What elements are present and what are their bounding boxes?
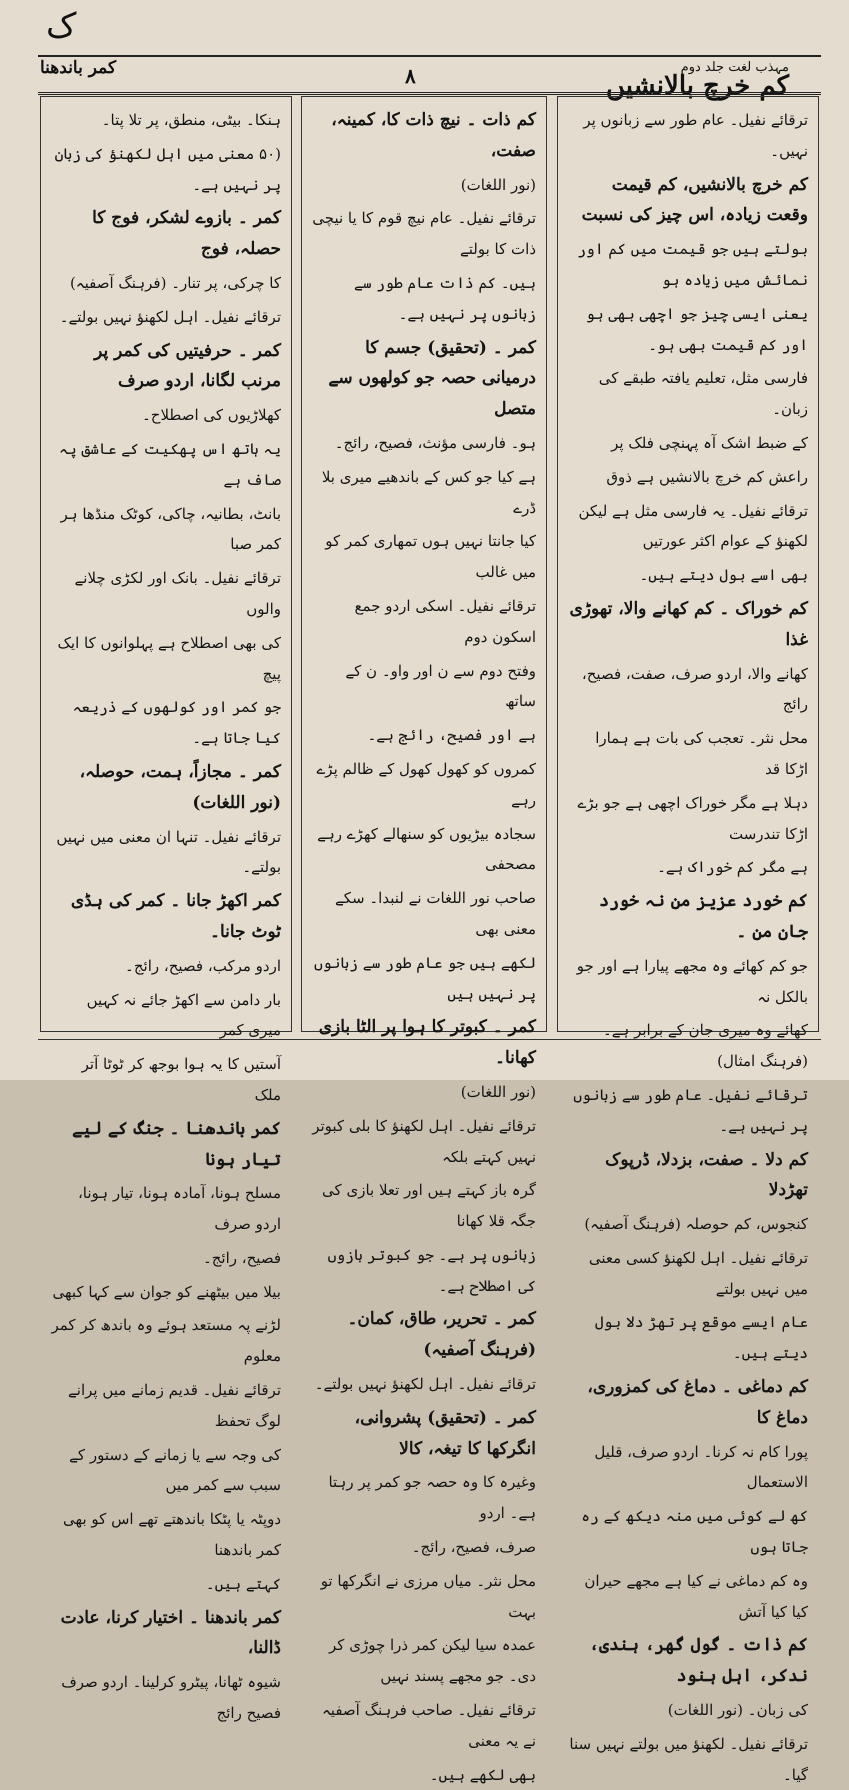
column-line: ترقائے نفیل۔ عام نیچ قوم کا یا نیچی ذات کا بولتے [312,209,536,259]
column-line: بار دامن سے اکھڑ جائے نہ کہیں میری کمر [86,990,281,1040]
column-line: بھی لکھے ہیں۔ [429,1765,536,1784]
column-line: وہ کم دماغی نے کیا ہے مجھے حیران کیا کیا آتش [584,1571,808,1621]
column-line: محل نثر۔ میاں مرزی نے انگرکھا تو بہت [320,1571,536,1621]
column-line: گرہ باز کہتے ہیں اور تعلا بازی کی جگہ قلا کھانا [322,1181,536,1231]
column-line: ترقائے نفیل۔ لکھنؤ میں بولتے نہیں سنا گیا۔ [569,1734,808,1784]
column-line: یعنی ایسی چیز جو اچھی بھی ہو اور کم قیمت بھی ہو۔ [586,304,808,354]
column-line: راعش کم خرچ بالانشیں ہے ذوق [606,467,808,486]
column-line: کمروں کو کھول کھول کے ظالم پڑے رہے [316,759,536,809]
column-line: بھی اسے بول دیتے ہیں۔ [639,566,808,585]
column-line: وغیرہ کا وہ حصہ جو کمر پر رہتا ہے۔ اردو [328,1473,536,1523]
column-line: فارسی مثل، تعلیم یافتہ طبقے کی زبان۔ [598,369,808,419]
column-line: سجادہ بیڑیوں کو سنھالے کھڑے رہے مصحفی [317,824,536,874]
column-line: کھائے وہ میری جان کے برابر ہے۔ (فرہنگ امثال) [602,1021,808,1071]
column-line: لڑنے پہ مستعد ہوئے وہ باندھ کر کمر معلوم [51,1316,281,1366]
entry-headword: کمر ۔ بازوے لشکر، فوج کا حصلہ، فوج [92,208,281,260]
header-first-entry: کم خرچ بالانشیں [605,71,789,101]
column-line: ہے اور فصیح، رائج ہے۔ [367,726,536,745]
entry-headword: کمر ۔ (تحقیق) پشروانی، انگرکھا کا تیغہ، کالا [354,1407,536,1459]
column-line: ترقائے نفیل۔ تنہا ان معنی میں نہیں بولتے۔ [56,827,281,877]
entry-headword: کمر باندھنا ۔ جنگ کے لیے تیار ہونا [72,1118,281,1170]
column-line: کھانے والا، اردو صرف، صفت، فصیح، رائج [581,664,808,714]
column-line: صرف، فصیح، رائج۔ [411,1538,536,1557]
bottom-rule [38,1039,821,1040]
column-line: بیلا میں بیٹھنے کو جوان سے کہا کبھی [52,1282,281,1301]
column-line: عمدہ سیا لیکن کمر ذرا چوڑی کر دی۔ جو مجھے پسند نہیں [329,1636,536,1686]
entry-headword: کم دلا ۔ صفت، بزدلا، ڈرپوک تھڑدلا [605,1149,808,1201]
column-line: ہے کیا جو کس کے باندھیے میری بلا ڈرے [321,467,536,517]
header-rule-bottom [38,92,821,95]
column-line: کے ضبط اشک آہ پہنچی فلک پر [611,433,808,452]
column-line: ترقائے نفیل۔ یہ فارسی مثل ہے لیکن لکھنؤ کے عوام اکثر عورتیں [578,501,808,551]
column-line: عام ایسے موقع پر تھڑ دلا بول دیتے ہیں۔ [594,1313,808,1363]
column-line: جو کمر اور کولھوں کے ذریعہ کیا جاتا ہے۔ [72,698,281,748]
column-line: (نور اللغات) [460,1082,536,1101]
entry-headword: کم ذات ۔ نیچ ذات کا، کمینہ، صفت، [331,110,536,161]
column-line: دوپٹہ یا پٹکا باندھتے تھے اس کو بھی کمر باندھنا [63,1510,281,1560]
column-line: پورا کام نہ کرنا۔ اردو صرف، قلیل الاستعمال [594,1442,808,1492]
entry-headword: کم دماغی ۔ دماغ کی کمزوری، دماغ کا [587,1377,808,1428]
column-line: ترقائے نفیل۔ اہل لکھنؤ کا بلی کبوتر نہیں کہتے بلکہ [312,1116,536,1166]
header-book-title: مہذب لغت جلد دوم [680,60,789,75]
column-line: مسلح ہونا، آمادہ ہونا، تیار ہونا، اردو صرف [77,1184,281,1234]
column-line: ترقائے نفیل۔ اہل لکھنؤ نہیں بولتے۔ [314,1375,536,1394]
column-line: کی بھی اصطلاح ہے پہلوانوں کا ایک پیچ [57,633,281,683]
column-line: (نور اللغات) [460,175,536,194]
column-line: شیوہ ٹھانا، پیٹرو کرلینا۔ اردو صرف فصیح رائج [61,1673,281,1723]
column-line: لکھے ہیں جو عام طور سے زبانوں پر نہیں ہیں [314,953,536,1003]
column-line: ترقائے نفیل۔ عام طور سے زبانوں پر نہیں۔ [583,111,808,160]
entry-headword: کمر ۔ مجازاً، ہمت، حوصلہ، (نور اللغات) [79,761,281,813]
column-line: کی زبان۔ (نور اللغات) [667,1701,808,1720]
entry-headword: کم خرچ بالانشیں، کم قیمت وقعت زیادہ، اس چیز کی نسبت [581,174,808,226]
column-line: آستیں کا یہ ہوا بوجھ کر ٹوٹا آتر ملک [81,1055,281,1104]
column-left [40,96,292,1723]
page-number: ۸ [405,64,416,88]
column-right [557,96,819,1784]
column-line: دہلا ہے مگر خوراک اچھی ہے جو بڑے اڑکا تندرست [577,793,808,843]
column-line: کہتے ہیں۔ [205,1574,281,1593]
column-line: کا چرکی، پر تنار۔ (فرہنگ آصفیہ) [69,273,281,292]
column-line: اردو مرکب، فصیح، رائج۔ [125,956,281,975]
column-line: صاحب نور اللغات نے لنبدا۔ سکے معنی بھی [334,889,536,938]
column-line: ترقائے نفیل۔ قدیم زمانے میں پرانے لوگ تحفظ [67,1381,281,1430]
column-line: یہ ہاتھ اس پھکیت کے عاشق پہ صاف ہے [59,439,281,489]
column-line: ترقائے نفیل۔ صاحب فرہنگ آصفیہ نے یہ معنی [322,1701,536,1750]
column-middle [301,96,547,1784]
entry-headword: کمر باندھنا ۔ اختیار کرنا، عادت ڈالنا، [60,1607,281,1659]
entry-headword: کمر ۔ کبوتر کا ہوا پر الٹا بازی کھانا۔ [318,1017,536,1069]
column-line: ترقائے نفیل۔ اسکی اردو جمع اسکون دوم [354,596,536,646]
column-line: بانٹ، بطانیہ، چاکی، کوٹک منڈھا ہر کمر صبا [60,504,281,554]
column-line: (۵۰ معنی میں اہل لکھنؤ کی زبان پر نہیں ہے۔ [54,144,281,194]
column-line: ہنکا۔ بیٹی، منطق، پر تلا پتا۔ [101,111,281,129]
entry-headword: کم خوراک ۔ کم کھانے والا، تھوڑی غذا [569,598,808,650]
column-line: وفتح دوم سے ن اور واو۔ ن کے ساتھ [345,661,536,711]
column-line: ترقائے نفیل۔ عام طور سے زبانوں پر نہیں ہے۔ [573,1085,808,1135]
column-line: کھ لے کوئی میں منہ دیکھ کے رہ جاتا ہوں [581,1507,808,1557]
header-last-entry: کمر باندھنا [40,58,117,78]
entry-headword: کمر ۔ (تحقیق) جسم کا درمیانی حصہ جو کولھوں سے متصل [328,337,536,420]
column-line: کیا جانتا نہیں ہوں تمھاری کمر کو میں غالب [325,532,536,582]
column-line: کی وجہ سے یا زمانے کے دستور کے سبب سے کمر میں [69,1445,281,1495]
column-line: جو کم کھائے وہ مجھے پیارا ہے اور جو بالکل نہ [576,956,808,1006]
column-line: ترقائے نفیل۔ اہل لکھنؤ کسی معنی میں نہیں بولتے [588,1248,808,1298]
entry-headword: کم خورد عزیز من نہ خورد جان من ۔ [599,891,808,942]
column-line: ہو۔ فارسی مؤنث، فصیح، رائج۔ [334,433,536,452]
entry-headword: کمر ۔ تحریر، طاق، کمان۔ (فرہنگ آصفیہ) [347,1309,536,1361]
column-line: بولتے ہیں جو قیمت میں کم اور نمائش میں زیادہ ہو [577,240,808,289]
entry-headword: کمر ۔ حرفیتیں کی کمر پر مرنب لگانا، اردو صرف [94,340,281,392]
column-line: فصیح، رائج۔ [202,1248,281,1267]
header-rule-top [38,55,821,57]
column-line: ہیں۔ کم ذات عام طور سے زبانوں پر نہیں ہے۔ [353,273,536,323]
column-line: ترقائے نفیل۔ اہل لکھنؤ نہیں بولتے۔ [59,307,281,326]
column-line: زبانوں پر ہے۔ جو کبوتر بازوں کی اصطلاح ہے۔ [327,1245,536,1295]
entry-headword: کمر اکھڑ جانا ۔ کمر کی ہڈی ٹوٹ جانا۔ [70,891,281,942]
column-line: ترقائے نفیل۔ بانک اور لکڑی چلانے والوں [74,569,281,618]
corner-letter-mark: ک [46,6,77,46]
column-line: کھلاڑیوں کی اصطلاح۔ [142,406,281,425]
column-line: ہے مگر کم خوراک ہے۔ [657,858,808,877]
column-line: محل نثر۔ تعجب کی بات ہے ہمارا اڑکا قد [595,729,808,778]
column-line: کنجوس، کم حوصلہ (فرہنگ آصفیہ) [584,1215,808,1234]
entry-headword: کم ذات ۔ گول گھر، ہندی، ندکر، اہل ہنود [589,1635,808,1687]
